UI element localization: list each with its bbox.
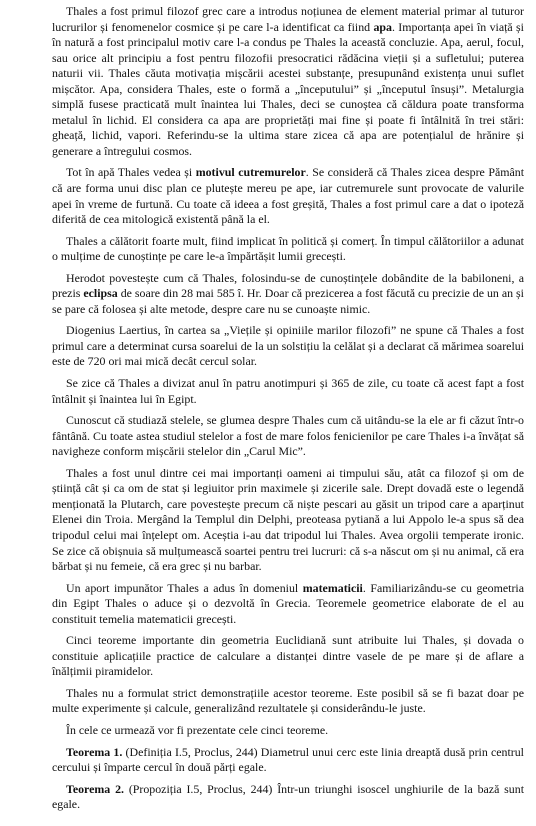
bold-term: eclipsa xyxy=(83,286,118,301)
theorem-2: Teorema 2. (Propoziția I.5, Proclus, 244) Într-un triunghi isoscel unghiurile de la bază sunt egale. xyxy=(52,781,524,812)
paragraph-demonstrations: Thales nu a formulat strict demonstrațiile acestor teoreme. Este posibil să se fi bazat doar pe multe experimente și calcule, generalizând rezultatele și considerându-le juste. xyxy=(52,685,524,716)
paragraph-diogenes: Diogenius Laertius, în cartea sa „Viețile și opiniile marilor filozofi” ne spune că Thales a fost primul care a determinat cursa soarelui de la un solstițiu la celălat și a declarat că mărimea soarelui este de 720 ori mai mică decât cercul solar. xyxy=(52,323,524,369)
paragraph-intro-theorems: În cele ce urmează vor fi prezentate cele cinci teoreme. xyxy=(66,722,329,737)
theorem-1: Teorema 1. (Definiția I.5, Proclus, 244) Diametrul unui cerc este linia dreaptă dusă prin centrul cercului și împarte cercul în două părți egale. xyxy=(52,744,524,775)
paragraph-five-theorems: Cinci teoreme importante din geometria Euclidiană sunt atribuite lui Thales, și dovada o constituie aplicațiile practice de calculare a distanței dintre vasele de pe mare și de aflare a înălțimii piramidelor. xyxy=(52,633,524,679)
bold-term: apa xyxy=(373,19,392,34)
paragraph-earthquakes: Tot în apă Thales vedea și motivul cutremurelor. Se consideră că Thales zicea despre Pământ că are forma unui disc plan ce plutește mereu pe ape, iar cutremurele sunt provocate de valurile apei în vreme de furtună. Cu toate că ideea a fost greșită, Thales a fost primul care a dat o ipoteză diferită de cea mitologică existentă până la el. xyxy=(52,165,524,227)
paragraph-eclipse: Herodot povestește cum că Thales, folosindu-se de cunoștințele dobândite de la babiloneni, a prezis eclipsa de soare din 28 mai 585 î. Hr. Doar că prezicerea a fost făcută cu precizie de un an și se pare că folosea și alte metode, despre care nu se cunoaște nimic. xyxy=(52,270,524,316)
theorem-label: Teorema 2. xyxy=(66,781,124,796)
paragraph-seasons: Se zice că Thales a divizat anul în patru anotimpuri și 365 de zile, cu toate că acest fapt a fost întâlnit și înaintea lui în Egipt. xyxy=(52,376,524,406)
bold-term: matematicii xyxy=(302,580,363,595)
paragraph-stars: Cunoscut că studiază stelele, se glumea despre Thales cum că uitându-se la ele ar fi căzut într-o fântână. Cu toate astea studiul stelelor a fost de mare folos fenicienilor pe care Thales i-a învățat să navigheze conform mișcării stelelor din „Carul Mic”. xyxy=(52,413,524,459)
theorem-label: Teorema 1. xyxy=(66,744,123,759)
paragraph-water-element: Thales a fost primul filozof grec care a introdus noțiunea de element material primar al tuturor lucrurilor și fenomenelor cosmice și pe care l-a identificat ca fiind apa. Importanța apei în viață și în natură a fost principalul motiv care l-a condus pe Thales la această concluzie. Apa, aerul, focul, sau orice alt principiu a fost pentru filozofii presocratici rădăcina vieții și a sufletului; puterea naturii vii. Thales căuta motivația mișcării acestei substanțe, presupunând existența unui suflet mișcător. Apa, considera Thales, este o formă a „începutului” și „începutul însuși”. Metalurgia simplă fusese practicată mult înaintea lui Thales, deci se cunoștea că căldura poate transforma metalul în lichid. El considera ca apa are proprietăți mai fine și poate fi întâlnită în trei stări: gheață, lichid, vapori. Referindu-se la ultima stare zicea că apa are potențialul de hrănire și generare a întregului cosmos. xyxy=(52,4,524,158)
paragraph-travels: Thales a călătorit foarte mult, fiind implicat în politică și comerț. În timpul călătoriilor a adunat o mulțime de cunoștințe pe care le-a împărtășit lumii grecești. xyxy=(52,233,524,264)
paragraph-tripod-legend: Thales a fost unul dintre cei mai importanți oameni ai timpului său, atât ca filozof și om de știință cât și ca om de stat și legiuitor prin maximele și zicerile sale. Drept dovadă este o legendă menționată la Plutarch, care povestește precum că niște pescari au găsit un tripod care a aparținut Elenei din Troia. Mergând la Templul din Delphi, preoteasa pytiană a lui Appolo le-a spus să dea tripodul celui mai înțelept om. Aceștia i-au dat tripodul lui Thales. Avea orgolii temperate ironic. Se zice că obișnuia să mulțumească soartei pentru trei lucruri: că s-a născut om și nu animal, că era bărbat și nu femeie, că era grec și nu barbar. xyxy=(52,465,524,574)
bold-term: motivul cutremurelor xyxy=(195,165,306,180)
paragraph-mathematics: Un aport impunător Thales a adus în domeniul matematicii. Familiarizându-se cu geometria din Egipt Thales o aduce și o dezvoltă în Grecia. Teoremele geometrice elaborate de el au constituit temelia matematicii grecești. xyxy=(52,580,524,626)
